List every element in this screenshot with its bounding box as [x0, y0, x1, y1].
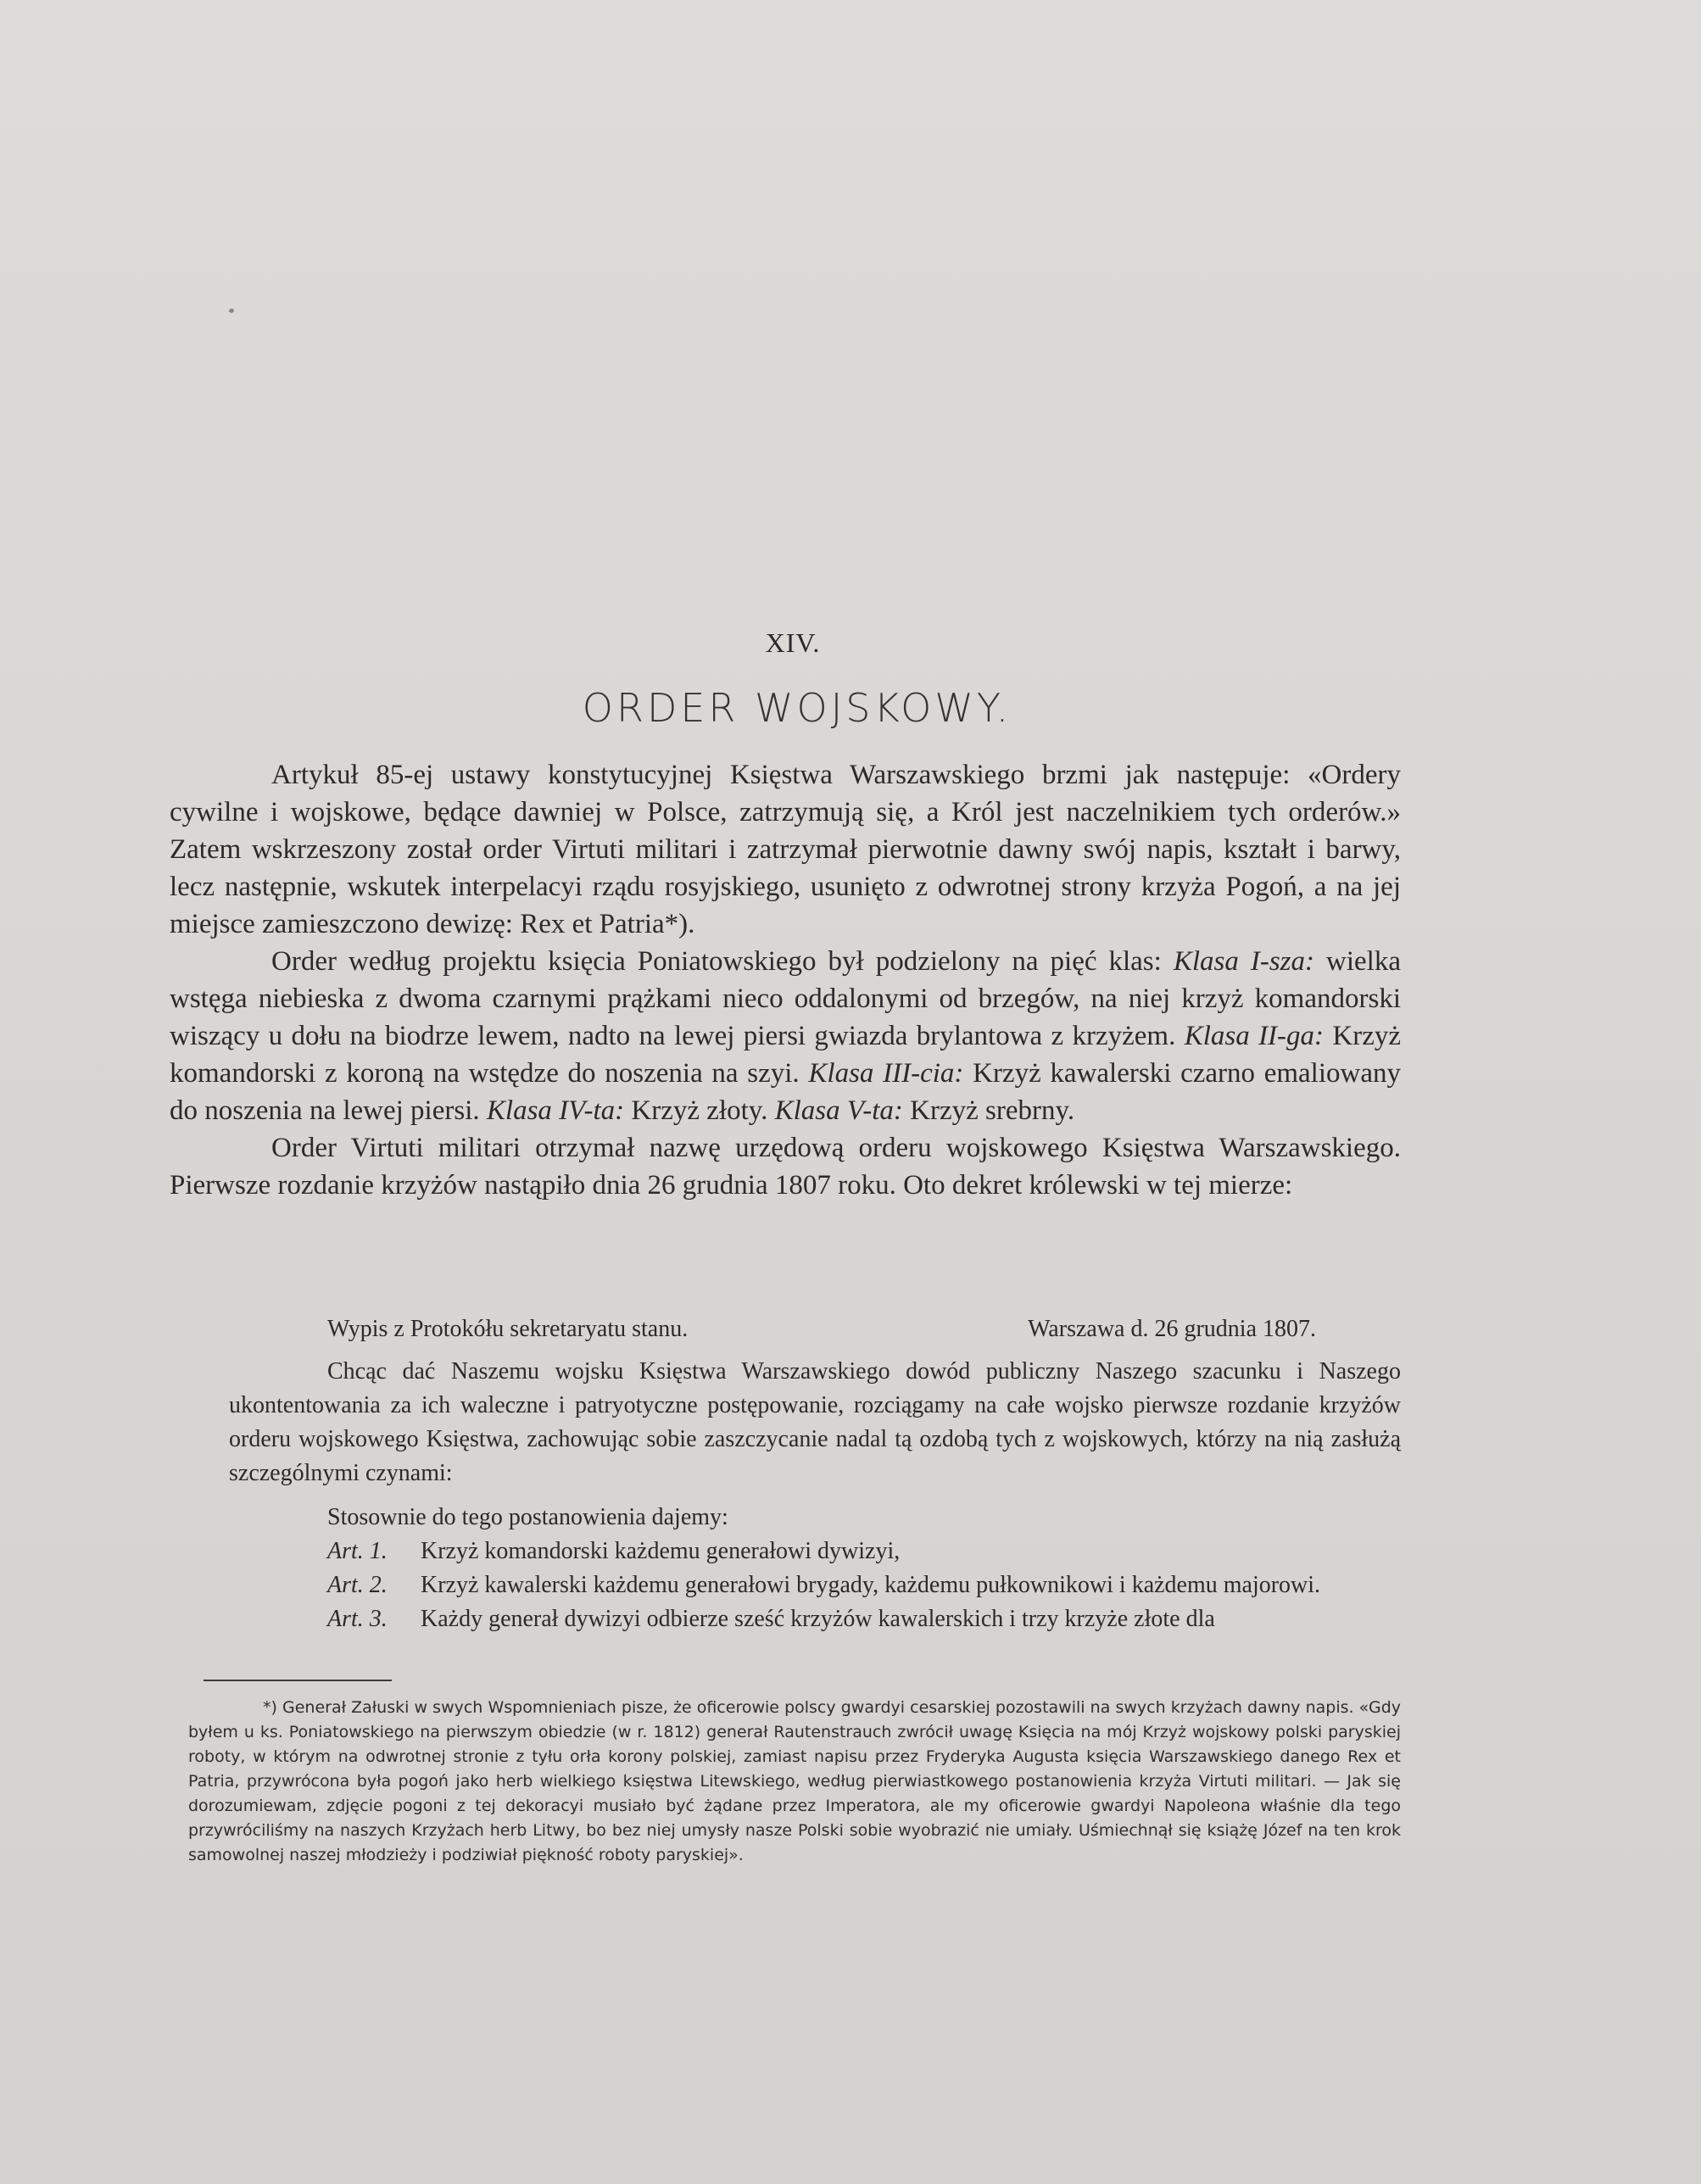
- article-text: Krzyż komandorski każdemu generałowi dywizyi,: [421, 1538, 901, 1564]
- paragraph-1: Artykuł 85-ej ustawy konstytucyjnej Księstwa Warszawskiego brzmi jak następuje: «Ordery cywilne i wojskowe, będące dawniej w Polsce, zatrzymują się, a Król jest naczelnikiem tych orderów.» Zatem wskrzeszony został order Virtuti militari i zatrzymał pierwotnie dawny swój napis, kształt i barwy, lecz następnie, wskutek interpelacyi rządu rosyjskiego, usunięto z odwrotnej strony krzyża Pogoń, a na jej miejsce zamieszczono dewizę: Rex et Patria*).: [170, 760, 1401, 939]
- chapter-number: XIV.: [765, 627, 821, 658]
- paragraph-3: Order Virtuti militari otrzymał nazwę urzędową orderu wojskowego Księstwa Warszawskiego. Pierwsze rozdanie krzyżów nastąpiło dnia 26 grudnia 1807 roku. Oto dekret królewski w tej mierze:: [170, 1133, 1401, 1201]
- decree-article: [229, 1602, 1401, 1636]
- class-2-text: Krzyż komandorski z koroną na wstędze do noszenia na szyi.: [170, 1021, 1401, 1089]
- article-number: Art. 2.: [327, 1572, 388, 1598]
- decree-resolution: Stosownie do tego postanowienia dajemy:: [327, 1504, 728, 1530]
- article-number: Art. 3.: [327, 1606, 388, 1632]
- paragraph-2-intro: Order według projektu księcia Poniatowskiego był podzielony na pięć klas:: [271, 946, 1174, 977]
- footnote: [188, 1696, 1401, 1868]
- decree-heading-right: Warszawa d. 26 grudnia 1807.: [1028, 1316, 1316, 1342]
- class-3-label: Klasa III-cia:: [808, 1058, 964, 1089]
- decree-preamble: Chcąc dać Naszemu wojsku Księstwa Warszawskiego dowód publiczny Naszego szacunku i Naszego ukontentowania za ich waleczne i patryotyczne postępowanie, rozciągamy na całe wojsko pierwsze rozdanie krzyżów orderu wojskowego Księstwa, zachowując sobie zaszczycanie nadal tą ozdobą tych z wojskowych, którzy na nią zasłużą szczególnymi czynami:: [229, 1358, 1401, 1486]
- class-5-label: Klasa V-ta:: [774, 1095, 903, 1126]
- article-number: Art. 1.: [327, 1538, 388, 1564]
- decree-article: [229, 1568, 1401, 1602]
- footnote-text: *) Generał Załuski w swych Wspomnieniach pisze, że oficerowie polscy gwardyi cesarskiej pozostawili na swych krzyżach dawny napis. «Gdy byłem u ks. Poniatowskiego na pierwszym obiedzie (w r. 1812) generał Rautenstrauch zwrócił uwagę Księcia na mój Krzyż wojskowy polski paryskiej roboty, w którym na odwrotnej stronie z tyłu orła korony polskiej, zamiast napisu przez Fryderyka Augusta księcia Warszawskiego danego Rex et Patria, przywrócona była pogoń jako herb wielkiego księstwa Litewskiego, według pierwiastkowego postanowienia krzyża Virtuti militari. — Jak się dorozumiewam, zdjęcie pogoni z tej dekoracyi musiało być żądane przez Imperatora, ale my oficerowie gwardyi Napoleona właśnie dla tego przywróciliśmy na naszych Krzyżach herb Litwy, bo bez niej umysły nasze Polski sobie wyobrazić nie umiały. Uśmiechnął się książę Józef na ten krok samowolnej naszej młodzieży i podziwiał piękność roboty paryskiej».: [188, 1698, 1401, 1864]
- decree-article: [229, 1535, 1401, 1568]
- decree-block: [229, 1312, 1401, 1636]
- article-text: Każdy generał dywizyi odbierze sześć krzyżów kawalerskich i trzy krzyże złote dla: [421, 1606, 1215, 1632]
- footnote-divider: [204, 1680, 392, 1681]
- class-1-label: Klasa I-sza:: [1173, 946, 1315, 977]
- decree-heading: [229, 1312, 1401, 1346]
- class-3-text: Krzyż kawalerski czarno emaliowany do noszenia na lewej piersi.: [170, 1058, 1401, 1126]
- decree-heading-left: Wypis z Protokółu sekretaryatu stanu.: [327, 1316, 689, 1342]
- class-5-text: Krzyż srebrny.: [902, 1095, 1075, 1126]
- paragraph-2: [170, 943, 1401, 1129]
- class-1-text: wielka wstęga niebieska z dwoma czarnymi prążkami nieco oddalonymi od brzegów, na niej krzyż komandorski wiszący u dołu na biodrze lewem, nadto na lewej piersi gwiazda brylantowa z krzyżem.: [170, 946, 1401, 1051]
- class-4-text: Krzyż złoty.: [624, 1095, 775, 1126]
- main-text: [170, 756, 1401, 1204]
- class-4-label: Klasa IV-ta:: [486, 1095, 625, 1126]
- article-text: Krzyż kawalerski każdemu generałowi brygady, każdemu pułkownikowi i każdemu majorowi.: [421, 1572, 1321, 1598]
- class-2-label: Klasa II-ga:: [1184, 1021, 1325, 1051]
- paper-speck: [229, 309, 234, 313]
- page-title: ORDER WOJSKOWY.: [582, 685, 1012, 731]
